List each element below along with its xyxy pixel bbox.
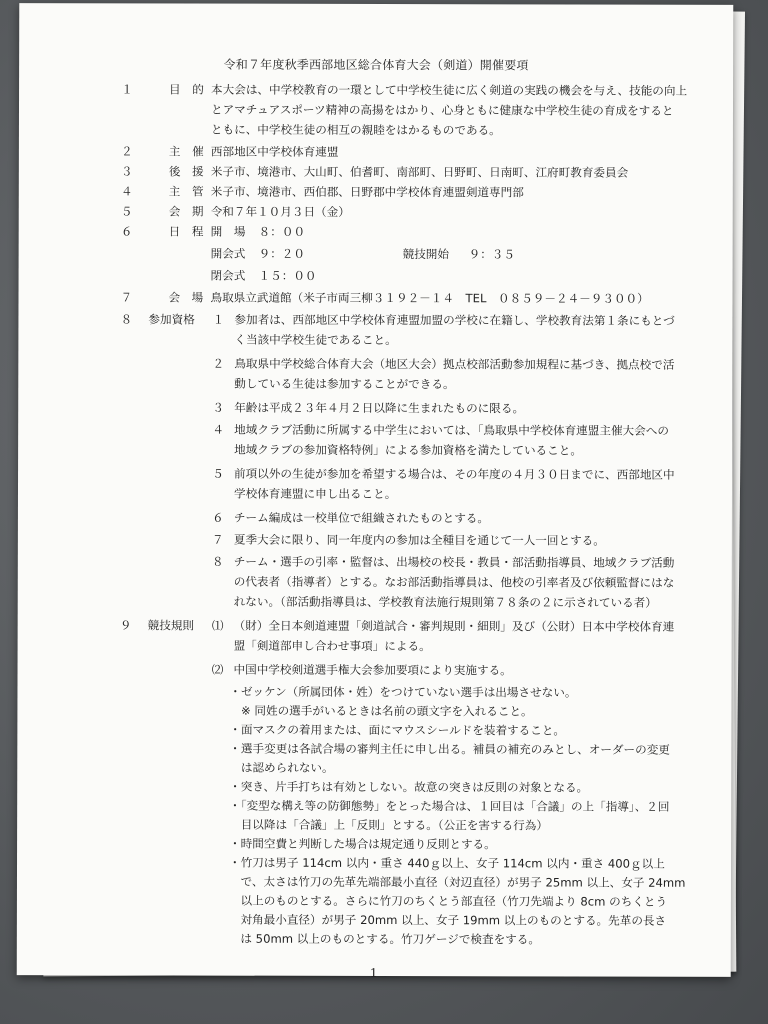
rule-bullet-line: は 50mm 以上のものとする。竹刀ゲージで検査をする。 — [228, 931, 540, 947]
section-text-line: 西部地区中学校体育連盟 — [210, 144, 339, 159]
rule-bullet-line: ・選手変更は各試合場の審判主任に申し出る。補員の補充のみとし、オーダーの変更 — [229, 741, 670, 757]
rule-line: 中国中学校剣道選手権大会参加要項により実施する。 — [233, 662, 512, 678]
section-number: ９ — [119, 618, 132, 633]
eligibility-number: ２ — [212, 356, 225, 371]
rule-bullet-line: 目以降は「合議」上「反則」とする。（公正を害する行為） — [229, 817, 548, 833]
section-text-line: 本大会は、中学校教育の一環として中学校生徒に広く剣道の実践の機会を与え、技能の向上 — [211, 82, 688, 98]
eligibility-line: 年齢は平成２３年４月２日以降に生まれたものに限る。 — [234, 400, 525, 416]
eligibility-number: ５ — [212, 466, 224, 481]
rule-number: ⑴ — [211, 618, 224, 633]
eligibility-line: チーム・選手の引率・監督は、出場校の校長・教員・部活動指導員、地域クラブ活動 — [233, 554, 675, 570]
schedule-start-time: ９：３５ — [468, 247, 516, 262]
eligibility-line: 参加者は、西部地区中学校体育連盟加盟の学校に在籍し、学校教育法第１条にもとづ — [234, 312, 675, 328]
page-number: 1 — [369, 965, 378, 981]
section-number: ６ — [120, 224, 133, 239]
rule-bullet-line: で、太さは竹刀の先革先端部最小直径（対辺直径）が男子 25mm 以上、女子 24mm — [228, 874, 686, 890]
section-number: ８ — [120, 312, 133, 327]
eligibility-line: 地域クラブ活動に所属する中学生においては、「鳥取県中学校体育連盟主催大会への — [234, 422, 669, 438]
eligibility-line: 学校体育連盟に申し出ること。 — [233, 486, 397, 502]
rule-bullet-line: ※ 同姓の選手がいるときは名前の頭文字を入れること。 — [229, 703, 533, 719]
eligibility-line: 夏季大会に限り、同一年度内の参加は全種目を通じて一人一回とする。 — [233, 532, 605, 548]
section-number: ５ — [120, 204, 133, 219]
eligibility-number: ６ — [212, 510, 224, 525]
rule-bullet-line: ・ゼッケン（所属団体・姓）をつけていない選手は出場させない。 — [229, 684, 577, 700]
section-number: ７ — [120, 290, 133, 305]
section-label: 会 期 — [168, 204, 204, 219]
section-label: 会 場 — [168, 290, 204, 305]
rule-line: 盟「剣道部申し合わせ事項」による。 — [233, 638, 431, 654]
eligibility-line: チーム編成は一校単位で組織されたものとする。 — [233, 510, 490, 526]
section-label: 目 的 — [169, 82, 204, 97]
eligibility-number: ３ — [212, 400, 225, 415]
rule-bullet-line: は認められない。 — [229, 760, 334, 775]
section-text-line: 令和７年１０月３日（金） — [210, 204, 350, 219]
eligibility-number: ８ — [211, 554, 224, 569]
section-label: 後 援 — [168, 164, 204, 179]
section-text-line: 鳥取県立武道館（米子市両三柳３１９２－１４ TEL ０８５９－２４－９３００） — [210, 290, 649, 306]
schedule-start-label: 競技開始 — [402, 247, 450, 262]
schedule-opening-time: ９：２０ — [258, 246, 306, 261]
eligibility-number: １ — [212, 312, 225, 327]
rule-line: （財）全日本剣道連盟「剣道試合・審判規則・細則」及び（公財）日本中学校体育連 — [233, 618, 675, 634]
section-label: 参加資格 — [148, 312, 195, 327]
eligibility-line: 動している生徒は参加することができる。 — [234, 376, 455, 392]
rule-number: ⑵ — [211, 662, 224, 677]
section-label: 主 管 — [168, 184, 204, 199]
rule-bullet-line: ・面マスクの着用または、面にマウスシールドを装着すること。 — [229, 722, 566, 738]
rule-bullet-line: ・「変型な構え等の防御態勢」をとった場合は、１回目は「合議」の上「指導」、２回 — [229, 798, 670, 814]
schedule-open-time: ８：００ — [258, 224, 306, 239]
section-text-line: 米子市、境港市、西伯郡、日野郡中学校体育連盟剣道専門部 — [210, 184, 524, 200]
eligibility-line: れない。（部活動指導員は、学校教育法施行規則第７８条の２に示されている者） — [233, 594, 657, 610]
document-page — [17, 3, 734, 981]
section-text-line: ともに、中学校生徒の相互の親睦をはかるものである。 — [210, 122, 501, 138]
eligibility-line: く当該中学校生徒であること。 — [234, 332, 397, 348]
document-title: 令和７年度秋季西部地区総合体育大会（剣道）開催要項 — [223, 57, 529, 73]
rule-bullet-line: ・竹刀は男子 114cm 以内・重さ 440ｇ以上、女子 114cm 以内・重さ 400ｇ以上 — [229, 855, 665, 871]
schedule-closing-label: 閉会式 — [210, 268, 246, 283]
section-number: ３ — [121, 164, 133, 179]
section-text-line: とアマチュアスポーツ精神の高揚をはかり、心身ともに健康な中学校生徒の育成をすると — [210, 102, 674, 118]
schedule-opening-label: 開会式 — [210, 246, 246, 261]
section-label: 競技規則 — [147, 618, 195, 633]
section-number: ４ — [120, 184, 133, 199]
eligibility-line: 前項以外の生徒が参加を希望する場合は、その年度の４月３０日までに、西部地区中 — [234, 466, 675, 482]
section-label: 主 催 — [168, 144, 204, 159]
schedule-open-label: 開 場 — [210, 224, 246, 239]
rule-bullet-line: 対角最小直径）が男子 20mm 以上、女子 19mm 以上のものとする。先革の長さ — [228, 912, 667, 928]
section-number: ２ — [121, 144, 133, 159]
rule-bullet-line: ・突き、片手打ちは有効としない。故意の突きは反則の対象となる。 — [229, 779, 589, 795]
eligibility-line: の代表者（指導者）とする。なお部活動指導員は、他校の引率者及び依頼監督にはな — [233, 574, 675, 590]
section-number: １ — [121, 82, 133, 97]
schedule-closing-time: １５：００ — [258, 268, 317, 283]
rule-bullet-line: ・時間空費と判断した場合は規定通り反則とする。 — [229, 836, 496, 852]
section-text-line: 米子市、境港市、大山町、伯耆町、南部町、日野町、日南町、江府町教育委員会 — [210, 164, 629, 180]
eligibility-number: ７ — [212, 532, 224, 547]
eligibility-line: 鳥取県中学校総合体育大会（地区大会）拠点校部活動参加規程に基づき、拠点校で活 — [234, 356, 675, 372]
eligibility-line: 地域クラブの参加資格特例」による参加資格を満たしていること。 — [234, 442, 582, 458]
eligibility-number: ４ — [212, 422, 224, 437]
section-label: 日 程 — [168, 224, 204, 239]
rule-bullet-line: 以上のものとする。さらに竹刀のちくとう部直径（竹刀先端より 8cm のちくとう — [228, 893, 668, 909]
